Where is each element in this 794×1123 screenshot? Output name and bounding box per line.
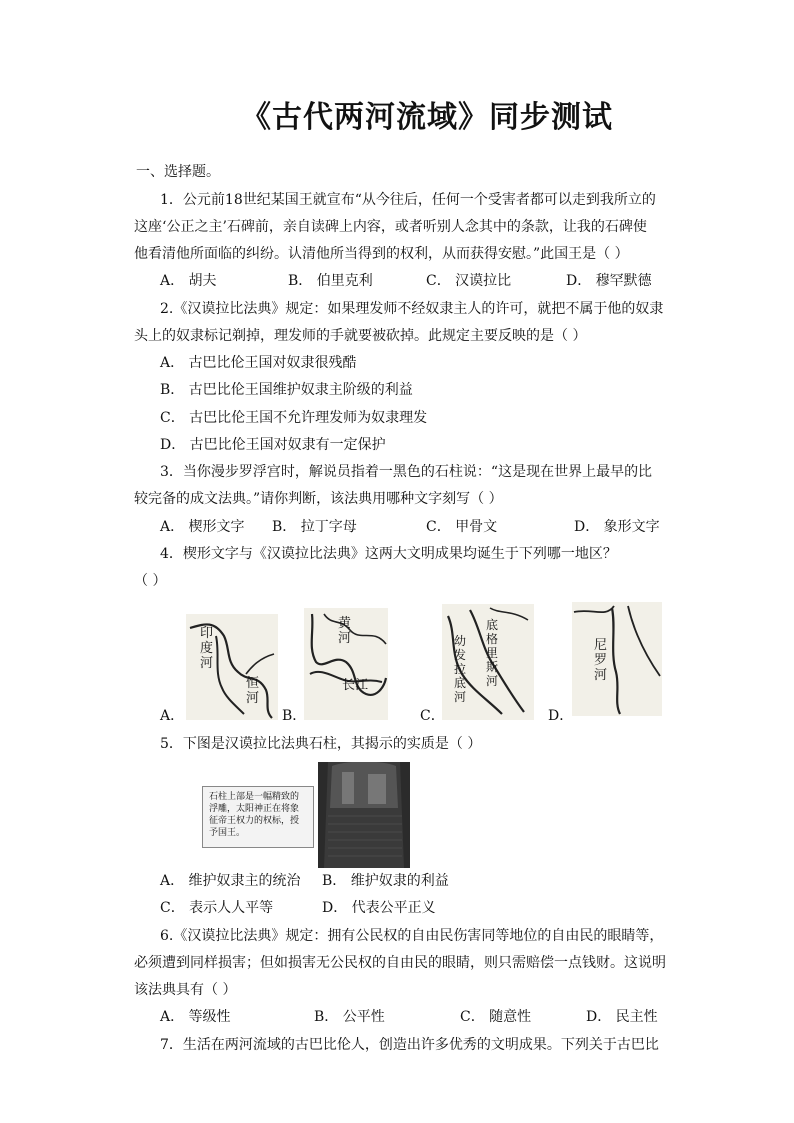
q5-line: 5．下图是汉谟拉比法典石柱，其揭示的实质是（ ） bbox=[160, 736, 482, 752]
map-label: 恒河 bbox=[246, 676, 260, 706]
q2-option-a: A． 古巴比伦王国对奴隶很残酷 bbox=[160, 355, 357, 371]
q2-line: 头上的奴隶标记剃掉，理发师的手就要被砍掉。此规定主要反映的是（ ） bbox=[134, 328, 587, 344]
q3-option-a: A． 楔形文字 bbox=[160, 519, 245, 535]
q2-option-c: C． 古巴比伦王国不允许理发师为奴隶理发 bbox=[160, 410, 428, 426]
q3-option-d: D． 象形文字 bbox=[574, 519, 660, 535]
q5-option-a: A． 维护奴隶主的统治 bbox=[160, 873, 301, 889]
q6-line: 该法典具有（ ） bbox=[134, 982, 237, 998]
q6-option-d: D． 民主性 bbox=[586, 1009, 658, 1025]
q6-option-b: B． 公平性 bbox=[314, 1009, 385, 1025]
q4-line: （ ） bbox=[134, 573, 167, 589]
map-label: 黄河 bbox=[338, 616, 352, 646]
map-label: 幼发拉底河 bbox=[454, 634, 467, 704]
q1-option-c: C． 汉谟拉比 bbox=[426, 273, 512, 289]
map-d-egypt bbox=[572, 602, 662, 716]
q1-option-b: B． 伯里克利 bbox=[288, 273, 373, 289]
map-label: 底格里斯河 bbox=[486, 618, 499, 688]
q1-line: 他看清他所面临的纠纷。认清他所当得到的权利，从而获得安慰。”此国王是（ ） bbox=[134, 246, 629, 262]
q2-option-b: B． 古巴比伦王国维护奴隶主阶级的利益 bbox=[160, 382, 413, 398]
q3-line: 较完备的成文法典。”请你判断，该法典用哪种文字刻写（ ） bbox=[134, 491, 503, 507]
q5-option-b: B． 维护奴隶的利益 bbox=[322, 873, 449, 889]
map-label: 印度河 bbox=[200, 626, 214, 671]
q1-option-d: D． 穆罕默德 bbox=[566, 273, 652, 289]
q1-option-a: A． 胡夫 bbox=[160, 273, 217, 289]
hammurabi-stele-image bbox=[318, 762, 410, 868]
map-label: 长江 bbox=[342, 678, 369, 693]
q6-option-a: A． 等级性 bbox=[160, 1009, 231, 1025]
q2-option-d: D． 古巴比伦王国对奴隶有一定保护 bbox=[160, 437, 386, 453]
map-c-mesopotamia bbox=[442, 604, 534, 720]
q4-option-b: B． bbox=[282, 708, 307, 724]
q4-option-c: C． bbox=[420, 708, 445, 724]
q3-line: 3．当你漫步罗浮宫时，解说员指着一黑色的石柱说：“这是现在世界上最早的比 bbox=[160, 464, 653, 480]
q7-line: 7．生活在两河流域的古巴比伦人，创造出许多优秀的文明成果。下列关于古巴比 bbox=[160, 1037, 659, 1053]
q3-option-c: C． 甲骨文 bbox=[426, 519, 498, 535]
q6-line: 6.《汉谟拉比法典》规定：拥有公民权的自由民伤害同等地位的自由民的眼睛等， bbox=[160, 928, 664, 944]
q5-option-d: D． 代表公平正义 bbox=[322, 900, 436, 916]
stele-caption-box: 石柱上部是一幅精致的浮雕，太阳神正在将象征帝王权力的权标，授予国王。 bbox=[202, 786, 314, 848]
q1-line: 1．公元前18世纪某国王就宣布“从今往后，任何一个受害者都可以走到我所立的 bbox=[160, 192, 656, 208]
map-b-china bbox=[304, 608, 388, 720]
map-a-india bbox=[186, 614, 278, 720]
q1-line: 这座‘公正之主’石碑前，亲自读碑上内容，或者听别人念其中的条款，让我的石碑使 bbox=[134, 219, 647, 235]
q5-option-c: C． 表示人人平等 bbox=[160, 900, 274, 916]
section-heading: 一、选择题。 bbox=[136, 164, 220, 180]
q6-line: 必须遭到同样损害；但如损害无公民权的自由民的眼睛，则只需赔偿一点钱财。这说明 bbox=[134, 955, 666, 971]
q4-option-d: D． bbox=[548, 708, 574, 724]
page-title: 《古代两河流域》同步测试 bbox=[241, 100, 613, 135]
q2-line: 2.《汉谟拉比法典》规定：如果理发师不经奴隶主人的许可，就把不属于他的奴隶 bbox=[160, 301, 664, 317]
q4-line: 4．楔形文字与《汉谟拉比法典》这两大文明成果均诞生于下列哪一地区？ bbox=[160, 546, 617, 562]
q4-option-a: A． bbox=[160, 708, 185, 724]
map-label: 尼罗河 bbox=[594, 638, 608, 683]
q3-option-b: B． 拉丁字母 bbox=[272, 519, 357, 535]
q6-option-c: C． 随意性 bbox=[460, 1009, 532, 1025]
